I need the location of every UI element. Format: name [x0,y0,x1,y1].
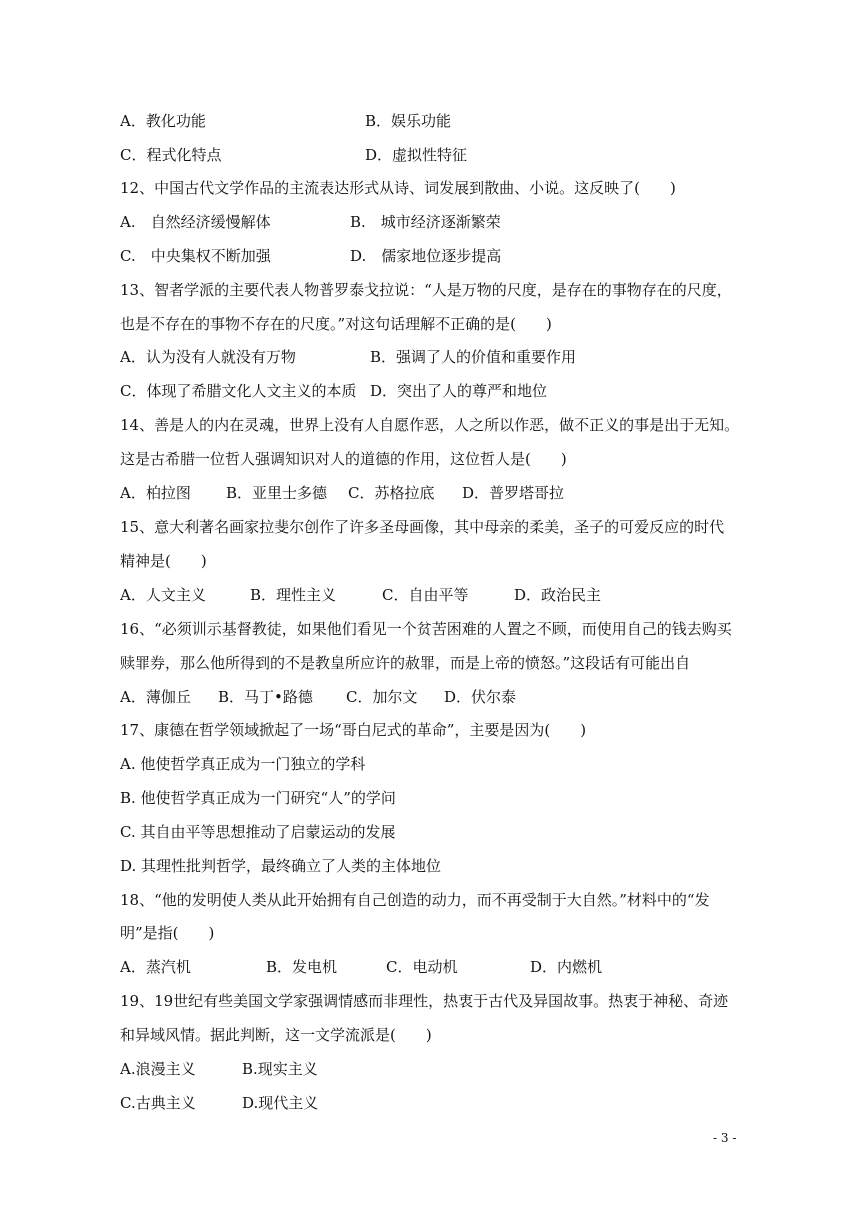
q11-option-c: C．程式化特点 [120,146,222,164]
q19-stem-line-1: 19、19世纪有些美国文学家强调情感而非理性，热衷于古代及异国故事。热衷于神秘、奇迹 [120,992,729,1010]
q17-option-d: D. 其理性批判哲学，最终确立了人类的主体地位 [120,857,442,875]
q18-stem-line-1: 18、“他的发明使人类从此开始拥有自己创造的动力，而不再受制于大自然。”材料中的“发 [120,891,710,909]
q15-option-c: C．自由平等 [382,586,469,604]
q11-option-a: A．教化功能 [120,112,206,130]
q13-stem-line-2: 也是不存在的事物不存在的尺度。”对这句话理解不正确的是( ) [120,315,552,333]
q14-stem-line-2: 这是古希腊一位哲人强调知识对人的道德的作用，这位哲人是( ) [120,450,567,468]
q14-option-b: B．亚里士多德 [226,484,328,502]
q19-stem-line-2: 和异域风情。据此判断，这一文学流派是( ) [120,1026,432,1044]
q19-option-d: D.现代主义 [242,1094,319,1112]
q13-option-c: C．体现了希腊文化人文主义的本质 [120,382,357,400]
q15-option-b: B．理性主义 [250,586,337,604]
q14-stem-line-1: 14、善是人的内在灵魂，世界上没有人自愿作恶，人之所以作恶，做不正义的事是出于无知。 [120,416,740,434]
q13-option-d: D．突出了人的尊严和地位 [370,382,548,400]
q12-option-a: A. 自然经济缓慢解体 [120,213,271,231]
q12-option-c: C. 中央集权不断加强 [120,247,271,265]
q11-option-b: B．娱乐功能 [365,112,452,130]
q13-option-b: B．强调了人的价值和重要作用 [370,348,577,366]
q15-stem-line-2: 精神是( ) [120,552,207,570]
q19-option-b: B.现实主义 [242,1060,318,1078]
q19-option-a: A.浪漫主义 [120,1060,196,1078]
q12-stem: 12、中国古代文学作品的主流表达形式从诗、词发展到散曲、小说。这反映了( ) [120,179,676,197]
q16-stem-line-2: 赎罪券，那么他所得到的不是教皇所应许的赦罪，而是上帝的愤怒。”这段话有可能出自 [120,654,691,672]
q18-option-c: C．电动机 [386,958,458,976]
q16-stem-line-1: 16、“必须训示基督教徒，如果他们看见一个贫苦困难的人置之不顾，而使用自己的钱去购买 [120,620,732,638]
q13-option-a: A．认为没有人就没有万物 [120,348,296,366]
q15-option-d: D．政治民主 [514,586,602,604]
q15-option-a: A．人文主义 [120,586,206,604]
q18-stem-line-2: 明”是指( ) [120,924,215,942]
q18-option-d: D．内燃机 [530,958,603,976]
q18-option-a: A．蒸汽机 [120,958,191,976]
q11-option-d: D．虚拟性特征 [365,146,468,164]
q19-option-c: C.古典主义 [120,1094,196,1112]
q14-option-a: A．柏拉图 [120,484,191,502]
q18-option-b: B．发电机 [266,958,338,976]
q16-option-a: A．薄伽丘 [120,688,191,706]
page-number: - 3 - [713,1131,737,1145]
q12-option-d: D. 儒家地位逐步提高 [350,247,502,265]
q14-option-c: C．苏格拉底 [348,484,435,502]
q13-stem-line-1: 13、智者学派的主要代表人物普罗泰戈拉说：“人是万物的尺度，是存在的事物存在的尺度， [120,281,732,299]
q15-stem-line-1: 15、意大利著名画家拉斐尔创作了许多圣母画像，其中母亲的柔美，圣子的可爱反应的时代 [120,518,725,536]
q14-option-d: D．普罗塔哥拉 [462,484,565,502]
q16-option-c: C．加尔文 [346,688,418,706]
q17-stem: 17、康德在哲学领域掀起了一场“哥白尼式的革命”，主要是因为( ) [120,721,587,739]
q12-option-b: B. 城市经济逐渐繁荣 [350,213,501,231]
q16-option-d: D．伏尔泰 [444,688,517,706]
q17-option-a: A. 他使哲学真正成为一门独立的学科 [120,755,366,773]
q17-option-c: C. 其自由平等思想推动了启蒙运动的发展 [120,823,396,841]
q16-option-b: B．马丁•路德 [218,688,313,706]
q17-option-b: B. 他使哲学真正成为一门研究“人”的学问 [120,789,396,807]
